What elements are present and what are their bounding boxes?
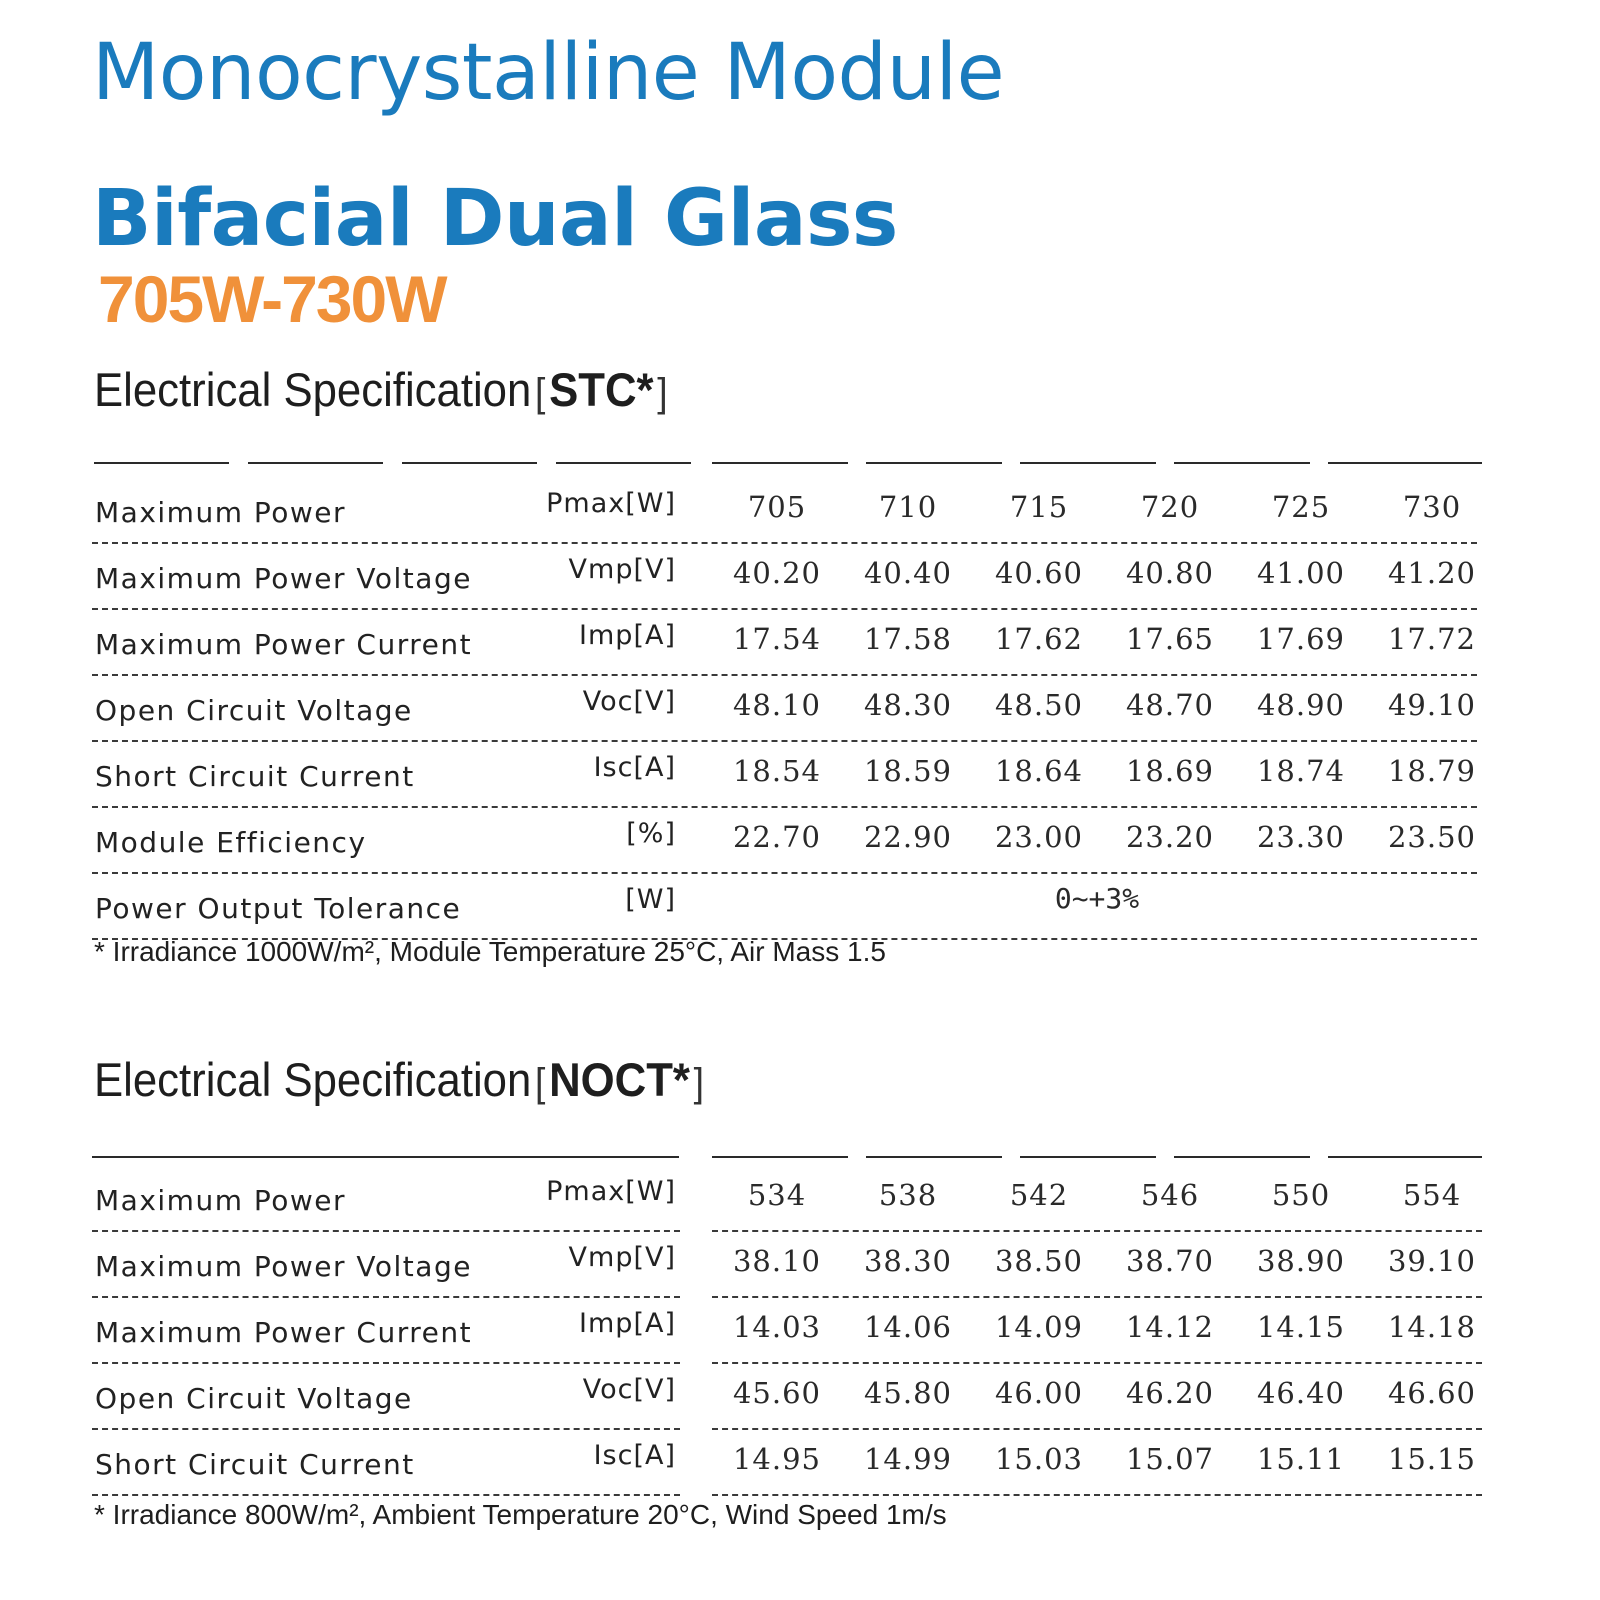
spec-value: 46.40: [1256, 1376, 1346, 1410]
spec-value: 715: [1009, 490, 1069, 524]
spec-value: 17.69: [1256, 622, 1346, 656]
spec-value: 48.50: [994, 688, 1084, 722]
spec-label: Maximum Power Current: [95, 1316, 473, 1349]
spec-value: 46.20: [1125, 1376, 1215, 1410]
noct-heading-text: Electrical Specification: [94, 1053, 532, 1106]
spec-value: 22.90: [863, 820, 953, 854]
header-rule-segment: [1174, 462, 1310, 464]
spec-label: Maximum Power Voltage: [95, 1250, 472, 1283]
spec-unit: Isc[A]: [593, 752, 676, 783]
spec-value: 23.20: [1125, 820, 1215, 854]
header-rule-segment: [1020, 462, 1156, 464]
spec-value: 538: [878, 1178, 938, 1212]
spec-value: 14.03: [732, 1310, 822, 1344]
noct-footnote: * Irradiance 800W/m², Ambient Temperature 20°C, Wind Speed 1m/s: [94, 1499, 947, 1530]
spec-unit: Pmax[W]: [546, 1176, 676, 1207]
header-rule-segment: [866, 1156, 1002, 1158]
spec-value: 23.00: [994, 820, 1084, 854]
spec-span-value: 0~+3%: [1054, 882, 1140, 915]
spec-value: 17.54: [732, 622, 822, 656]
spec-value: 23.30: [1256, 820, 1346, 854]
spec-value: 14.06: [863, 1310, 953, 1344]
header-rule-segment: [1174, 1156, 1310, 1158]
spec-label: Open Circuit Voltage: [95, 694, 413, 727]
spec-value: 38.10: [732, 1244, 822, 1278]
spec-row: [92, 1364, 1482, 1430]
spec-value: 14.12: [1125, 1310, 1215, 1344]
spec-value: 18.59: [863, 754, 953, 788]
spec-value: 534: [747, 1178, 807, 1212]
header-rule-segment: [866, 462, 1002, 464]
noct-tag: NOCT*: [549, 1053, 690, 1106]
spec-value: 730: [1402, 490, 1462, 524]
spec-value: 14.09: [994, 1310, 1084, 1344]
spec-label: Maximum Power Voltage: [95, 562, 472, 595]
power-range: 705W-730W: [98, 262, 446, 336]
spec-value: 18.54: [732, 754, 822, 788]
spec-value: 710: [878, 490, 938, 524]
spec-row: [92, 544, 1482, 610]
spec-value: 554: [1402, 1178, 1462, 1212]
spec-unit: [%]: [626, 818, 676, 849]
header-rule-segment: [248, 462, 383, 464]
spec-label: Short Circuit Current: [95, 760, 415, 793]
spec-value: 542: [1009, 1178, 1069, 1212]
spec-label: Open Circuit Voltage: [95, 1382, 413, 1415]
stc-footnote: * Irradiance 1000W/m², Module Temperature 25°C, Air Mass 1.5: [94, 936, 886, 967]
noct-section-heading: [94, 1053, 708, 1106]
spec-value: 18.79: [1387, 754, 1477, 788]
spec-value: 14.15: [1256, 1310, 1346, 1344]
spec-value: 15.07: [1125, 1442, 1215, 1476]
spec-unit: Pmax[W]: [546, 488, 676, 519]
spec-value: 38.30: [863, 1244, 953, 1278]
stc-heading-text: Electrical Specification: [94, 363, 532, 416]
spec-value: 22.70: [732, 820, 822, 854]
spec-value: 40.80: [1125, 556, 1215, 590]
spec-value: 41.20: [1387, 556, 1477, 590]
spec-label: Short Circuit Current: [95, 1448, 415, 1481]
spec-row: [92, 676, 1482, 742]
spec-value: 18.64: [994, 754, 1084, 788]
row-divider: [712, 1494, 1482, 1496]
spec-row: [92, 808, 1482, 874]
spec-value: 14.99: [863, 1442, 953, 1476]
spec-row: [92, 874, 1482, 940]
header-rule-segment: [712, 462, 848, 464]
spec-value: 46.60: [1387, 1376, 1477, 1410]
product-title-line2: Bifacial Dual Glass: [92, 174, 898, 264]
noct-bracket-close: ]: [693, 1061, 705, 1105]
spec-value: 725: [1271, 490, 1331, 524]
spec-value: 48.30: [863, 688, 953, 722]
spec-row: [92, 1232, 1482, 1298]
spec-value: 14.18: [1387, 1310, 1477, 1344]
spec-value: 17.72: [1387, 622, 1477, 656]
spec-unit: Imp[A]: [579, 620, 676, 651]
stc-section-heading: [94, 363, 671, 416]
spec-value: 38.90: [1256, 1244, 1346, 1278]
spec-label: Module Efficiency: [95, 826, 367, 859]
spec-value: 49.10: [1387, 688, 1477, 722]
spec-unit: Vmp[V]: [568, 1242, 676, 1273]
spec-value: 15.03: [994, 1442, 1084, 1476]
header-rule-segment: [402, 462, 537, 464]
spec-value: 45.60: [732, 1376, 822, 1410]
spec-row: [92, 1430, 1482, 1496]
spec-row: [92, 1166, 1482, 1232]
spec-value: 17.58: [863, 622, 953, 656]
stc-tag: STC*: [549, 363, 654, 416]
stc-bracket-open: [: [535, 371, 546, 415]
spec-value: 546: [1140, 1178, 1200, 1212]
spec-row: [92, 742, 1482, 808]
spec-label: Maximum Power Current: [95, 628, 473, 661]
spec-value: 40.60: [994, 556, 1084, 590]
header-rule-segment: [1020, 1156, 1156, 1158]
spec-unit: [W]: [625, 884, 676, 915]
spec-value: 705: [747, 490, 807, 524]
spec-row: [92, 1298, 1482, 1364]
spec-value: 38.50: [994, 1244, 1084, 1278]
spec-value: 550: [1271, 1178, 1331, 1212]
header-rule-segment: [92, 1156, 679, 1158]
spec-row: [92, 610, 1482, 676]
header-rule-segment: [94, 462, 229, 464]
spec-value: 15.11: [1256, 1442, 1346, 1476]
stc-bracket-close: ]: [657, 371, 668, 415]
spec-unit: Isc[A]: [593, 1440, 676, 1471]
spec-value: 39.10: [1387, 1244, 1477, 1278]
header-rule-segment: [556, 462, 691, 464]
header-rule-segment: [1328, 462, 1482, 464]
noct-bracket-open: [: [535, 1061, 546, 1105]
spec-value: 48.10: [732, 688, 822, 722]
product-title-line1: Monocrystalline Module: [92, 28, 1005, 118]
spec-unit: Voc[V]: [582, 1374, 676, 1405]
header-rule-segment: [1328, 1156, 1482, 1158]
spec-value: 17.62: [994, 622, 1084, 656]
header-rule-segment: [712, 1156, 848, 1158]
spec-label: Maximum Power: [95, 496, 347, 529]
spec-unit: Voc[V]: [582, 686, 676, 717]
spec-row: [92, 478, 1482, 544]
spec-value: 18.74: [1256, 754, 1346, 788]
spec-value: 46.00: [994, 1376, 1084, 1410]
spec-value: 45.80: [863, 1376, 953, 1410]
spec-value: 41.00: [1256, 556, 1346, 590]
spec-label: Power Output Tolerance: [95, 892, 462, 925]
spec-value: 14.95: [732, 1442, 822, 1476]
row-divider: [92, 1494, 680, 1496]
spec-value: 18.69: [1125, 754, 1215, 788]
spec-value: 720: [1140, 490, 1200, 524]
spec-label: Maximum Power: [95, 1184, 347, 1217]
spec-unit: Imp[A]: [579, 1308, 676, 1339]
spec-value: 38.70: [1125, 1244, 1215, 1278]
spec-value: 40.20: [732, 556, 822, 590]
spec-value: 48.90: [1256, 688, 1346, 722]
spec-value: 17.65: [1125, 622, 1215, 656]
spec-value: 15.15: [1387, 1442, 1477, 1476]
spec-value: 48.70: [1125, 688, 1215, 722]
spec-unit: Vmp[V]: [568, 554, 676, 585]
spec-value: 40.40: [863, 556, 953, 590]
spec-value: 23.50: [1387, 820, 1477, 854]
